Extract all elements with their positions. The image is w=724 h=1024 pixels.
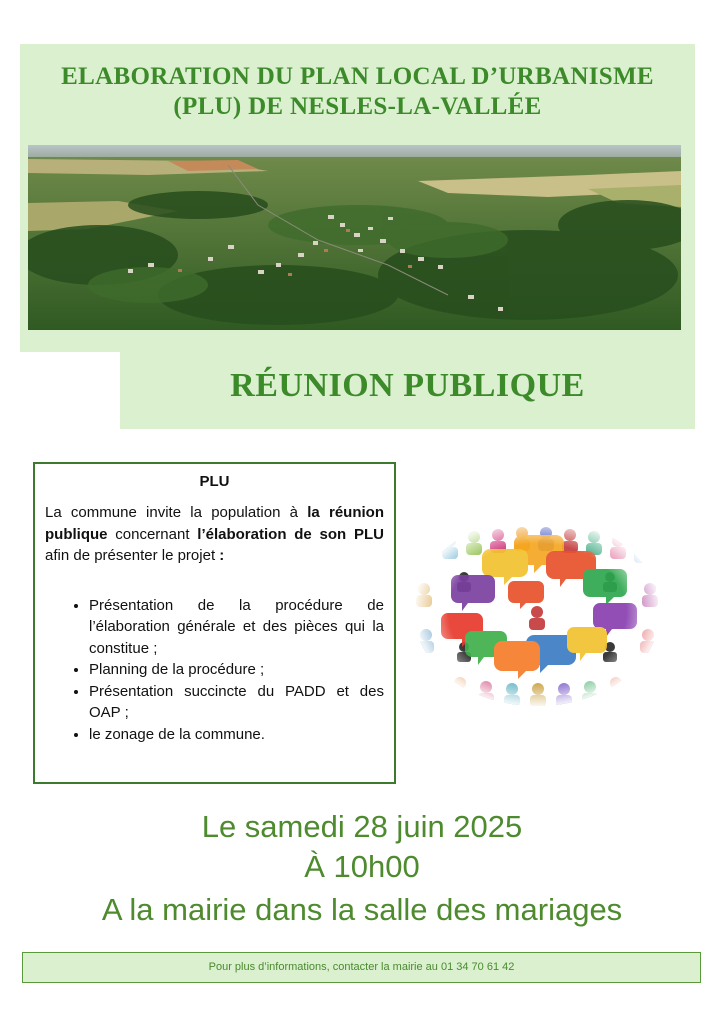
- info-box-heading: PLU: [199, 473, 230, 490]
- agenda-item: • le zonage de la commune.: [89, 724, 384, 746]
- meeting-heading: RÉUNION PUBLIQUE: [230, 367, 585, 404]
- contact-footer: [22, 952, 701, 983]
- agenda-item: • Planning de la procédure ;: [89, 659, 384, 681]
- aerial-village-photo: [28, 145, 681, 330]
- title-line-2: (PLU) DE NESLES-LA-VALLÉE: [173, 93, 542, 120]
- plu-info-box: [33, 462, 396, 784]
- event-time: À 10h00: [304, 849, 420, 884]
- intro-bold-2: l’élaboration de son PLU: [197, 525, 384, 543]
- agenda-item: • Présentation de la procédure de l’élaboration générale et des pièces qui la constitue ;: [89, 595, 384, 660]
- event-date: Le samedi 28 juin 2025: [201, 809, 523, 844]
- intro-text-3: afin de présenter le projet: [45, 547, 220, 564]
- intro-bold-1: la réunion publique: [45, 504, 384, 543]
- info-intro-paragraph: [45, 502, 384, 567]
- speech-bubbles-illustration: [414, 517, 661, 707]
- agenda-list: [45, 595, 384, 746]
- intro-bold-3: :: [219, 547, 225, 564]
- agenda-item: • Présentation succincte du PADD et des OAP ;: [89, 681, 384, 724]
- intro-text-2: concernant: [107, 525, 198, 543]
- event-location: A la mairie dans la salle des mariages: [101, 892, 623, 927]
- title-line-1: ELABORATION DU PLAN LOCAL D’URBANISME: [61, 63, 654, 90]
- contact-text: Pour plus d’informations, contacter la mairie au 01 34 70 61 42: [208, 961, 515, 973]
- intro-text-1: La commune invite la population à: [45, 504, 308, 521]
- page-title: [20, 62, 695, 122]
